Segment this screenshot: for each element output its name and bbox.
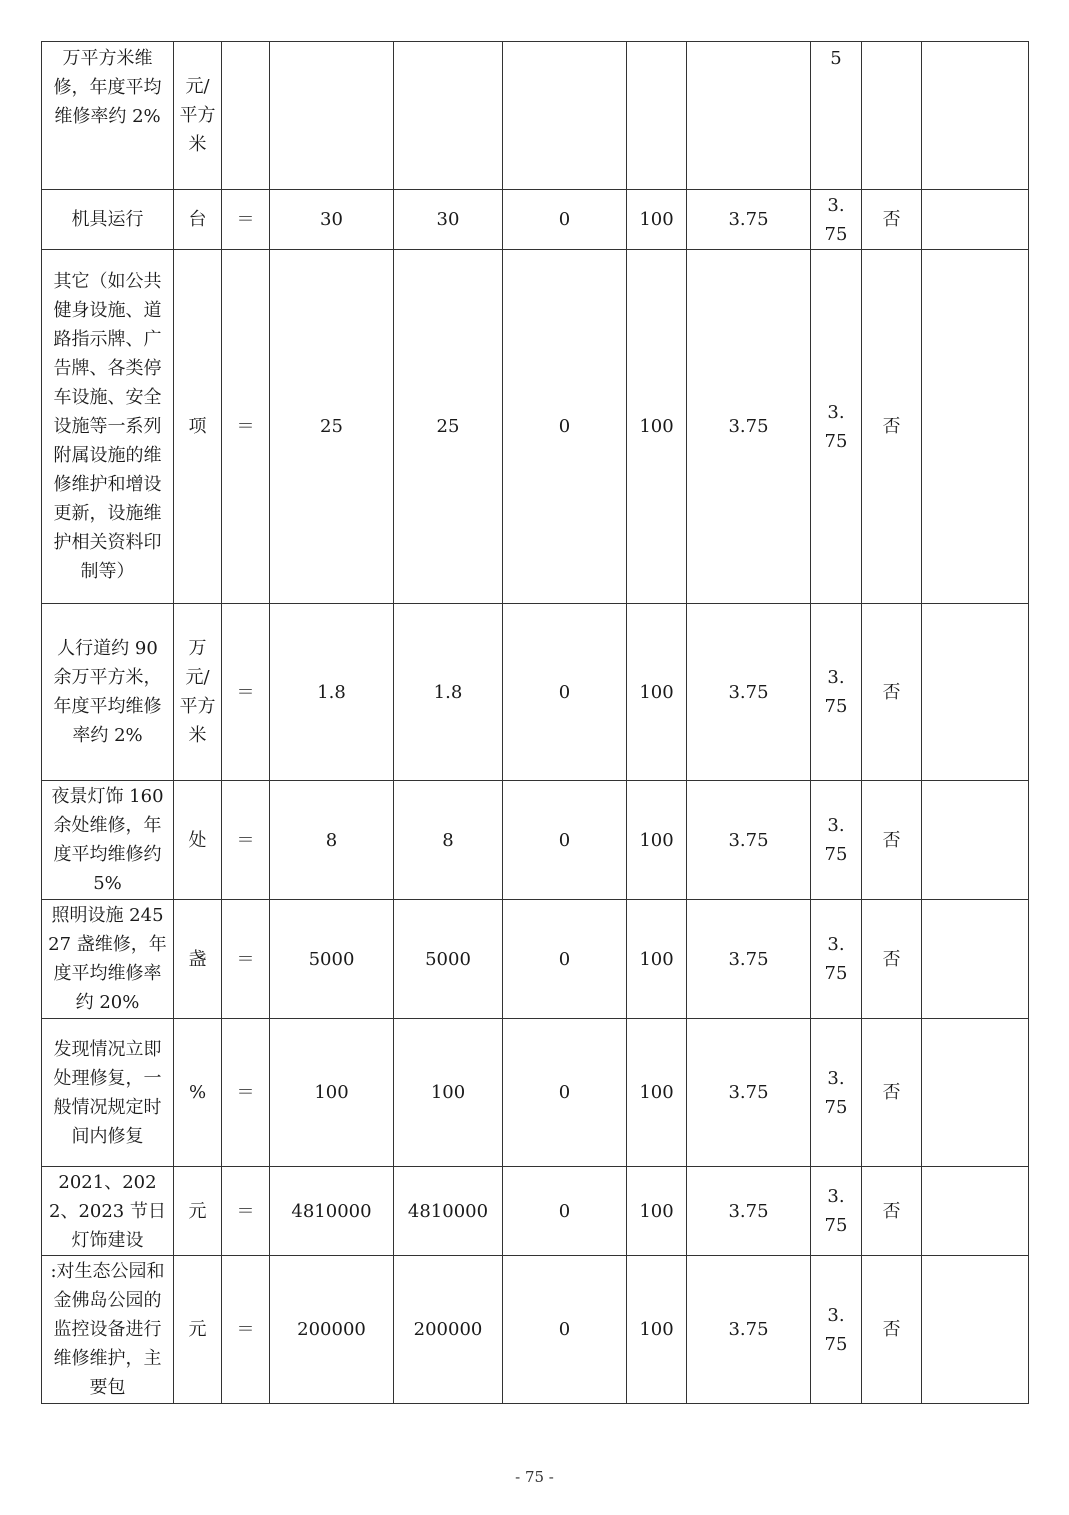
score-cell: 3.75 xyxy=(811,1019,862,1167)
unit-cell: 元 xyxy=(174,1167,222,1256)
table-row xyxy=(42,250,1029,604)
table-row xyxy=(42,900,1029,1019)
indicator-cell: 万平方米维修，年度平均维修率约 2% xyxy=(42,42,174,190)
actual-cell: 5000 xyxy=(394,900,503,1019)
deviation-cell: 0 xyxy=(503,604,627,781)
target-cell: 1.8 xyxy=(270,604,394,781)
deviation-cell: 0 xyxy=(503,250,627,604)
flag-cell xyxy=(862,42,922,190)
table-row xyxy=(42,1256,1029,1404)
target-cell: 25 xyxy=(270,250,394,604)
deviation-cell: 0 xyxy=(503,781,627,900)
flag-cell: 否 xyxy=(862,1256,922,1404)
indicator-cell: 夜景灯饰 160 余处维修，年度平均维修约 5% xyxy=(42,781,174,900)
flag-cell: 否 xyxy=(862,190,922,250)
unit-cell: 台 xyxy=(174,190,222,250)
note-cell xyxy=(922,190,1029,250)
flag-cell: 否 xyxy=(862,604,922,781)
rate-cell: 100 xyxy=(627,604,687,781)
flag-cell: 否 xyxy=(862,781,922,900)
weight-cell: 3.75 xyxy=(687,781,811,900)
actual-cell: 100 xyxy=(394,1019,503,1167)
flag-cell: 否 xyxy=(862,1167,922,1256)
score-cell: 3.75 xyxy=(811,900,862,1019)
actual-cell xyxy=(394,42,503,190)
weight-cell: 3.75 xyxy=(687,900,811,1019)
target-cell: 200000 xyxy=(270,1256,394,1404)
note-cell xyxy=(922,1019,1029,1167)
indicator-cell: 发现情况立即处理修复，一般情况规定时间内修复 xyxy=(42,1019,174,1167)
operator-cell: ＝ xyxy=(222,781,270,900)
target-cell: 30 xyxy=(270,190,394,250)
flag-cell: 否 xyxy=(862,250,922,604)
table-row xyxy=(42,42,1029,190)
indicator-cell: 2021、2022、2023 节日灯饰建设 xyxy=(42,1167,174,1256)
target-cell xyxy=(270,42,394,190)
score-cell: 3.75 xyxy=(811,604,862,781)
indicator-cell: 机具运行 xyxy=(42,190,174,250)
target-cell: 5000 xyxy=(270,900,394,1019)
deviation-cell: 0 xyxy=(503,1256,627,1404)
weight-cell: 3.75 xyxy=(687,1256,811,1404)
unit-cell: 元 xyxy=(174,1256,222,1404)
target-cell: 4810000 xyxy=(270,1167,394,1256)
table-row xyxy=(42,190,1029,250)
score-cell: 3.75 xyxy=(811,1256,862,1404)
score-cell: 3.75 xyxy=(811,781,862,900)
target-cell: 8 xyxy=(270,781,394,900)
actual-cell: 1.8 xyxy=(394,604,503,781)
indicator-cell: 照明设施 24527 盏维修，年度平均维修率约 20% xyxy=(42,900,174,1019)
operator-cell: ＝ xyxy=(222,250,270,604)
score-cell: 3.75 xyxy=(811,190,862,250)
operator-cell: ＝ xyxy=(222,1167,270,1256)
operator-cell: ＝ xyxy=(222,190,270,250)
note-cell xyxy=(922,781,1029,900)
deviation-cell: 0 xyxy=(503,1019,627,1167)
operator-cell: ＝ xyxy=(222,900,270,1019)
actual-cell: 4810000 xyxy=(394,1167,503,1256)
actual-cell: 25 xyxy=(394,250,503,604)
note-cell xyxy=(922,1167,1029,1256)
weight-cell xyxy=(687,42,811,190)
rate-cell xyxy=(627,42,687,190)
note-cell xyxy=(922,604,1029,781)
page-number: - 75 - xyxy=(515,1468,554,1486)
unit-cell: 元/平方米 xyxy=(174,42,222,190)
target-cell: 100 xyxy=(270,1019,394,1167)
operator-cell: ＝ xyxy=(222,1256,270,1404)
actual-cell: 30 xyxy=(394,190,503,250)
operator-cell: ＝ xyxy=(222,604,270,781)
unit-cell: 盏 xyxy=(174,900,222,1019)
rate-cell: 100 xyxy=(627,250,687,604)
performance-table xyxy=(41,41,1029,1404)
weight-cell: 3.75 xyxy=(687,190,811,250)
flag-cell: 否 xyxy=(862,900,922,1019)
rate-cell: 100 xyxy=(627,1167,687,1256)
unit-cell: % xyxy=(174,1019,222,1167)
rate-cell: 100 xyxy=(627,1256,687,1404)
weight-cell: 3.75 xyxy=(687,1019,811,1167)
note-cell xyxy=(922,42,1029,190)
weight-cell: 3.75 xyxy=(687,604,811,781)
note-cell xyxy=(922,1256,1029,1404)
indicator-cell: 人行道约 90 余万平方米，年度平均维修率约 2% xyxy=(42,604,174,781)
deviation-cell xyxy=(503,42,627,190)
score-cell: 5 xyxy=(811,42,862,190)
weight-cell: 3.75 xyxy=(687,1167,811,1256)
table-row xyxy=(42,781,1029,900)
rate-cell: 100 xyxy=(627,1019,687,1167)
unit-cell: 处 xyxy=(174,781,222,900)
actual-cell: 200000 xyxy=(394,1256,503,1404)
note-cell xyxy=(922,900,1029,1019)
rate-cell: 100 xyxy=(627,190,687,250)
indicator-cell: :对生态公园和金佛岛公园的监控设备进行维修维护，主要包 xyxy=(42,1256,174,1404)
flag-cell: 否 xyxy=(862,1019,922,1167)
table-row xyxy=(42,1167,1029,1256)
deviation-cell: 0 xyxy=(503,900,627,1019)
deviation-cell: 0 xyxy=(503,190,627,250)
score-cell: 3.75 xyxy=(811,1167,862,1256)
score-cell: 3.75 xyxy=(811,250,862,604)
deviation-cell: 0 xyxy=(503,1167,627,1256)
actual-cell: 8 xyxy=(394,781,503,900)
weight-cell: 3.75 xyxy=(687,250,811,604)
table-row xyxy=(42,1019,1029,1167)
unit-cell: 项 xyxy=(174,250,222,604)
note-cell xyxy=(922,250,1029,604)
rate-cell: 100 xyxy=(627,900,687,1019)
unit-cell: 万元/平方米 xyxy=(174,604,222,781)
operator-cell xyxy=(222,42,270,190)
operator-cell: ＝ xyxy=(222,1019,270,1167)
table-row xyxy=(42,604,1029,781)
indicator-cell: 其它（如公共健身设施、道路指示牌、广告牌、各类停车设施、安全设施等一系列附属设施的维修维护和增设更新，设施维护相关资料印制等） xyxy=(42,250,174,604)
rate-cell: 100 xyxy=(627,781,687,900)
